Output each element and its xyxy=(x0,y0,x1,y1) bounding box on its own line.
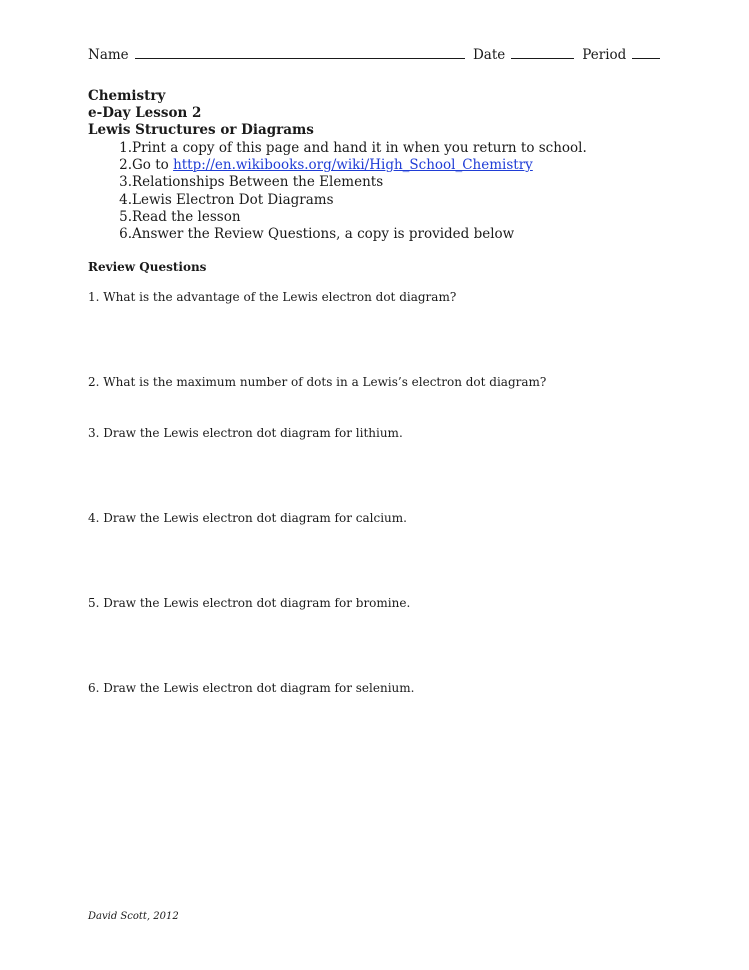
step-text: Relationships Between the Elements xyxy=(132,174,384,191)
step-number: 1. xyxy=(119,140,132,156)
step-text-prefix: Go to xyxy=(132,157,174,174)
review-question: 2. What is the maximum number of dots in a Lewis’s electron dot diagram? xyxy=(88,375,547,389)
step-text: Print a copy of this page and hand it in when you return to school. xyxy=(132,140,587,156)
step-item xyxy=(88,226,587,243)
name-blank xyxy=(135,44,465,59)
date-blank xyxy=(511,44,574,59)
step-number: 4. xyxy=(119,191,132,208)
instruction-steps xyxy=(88,140,587,243)
step-item xyxy=(88,174,587,191)
step-text xyxy=(132,157,533,174)
step-item xyxy=(88,209,587,226)
lesson-title: e-Day Lesson 2 xyxy=(88,105,202,122)
review-question: 5. Draw the Lewis electron dot diagram for bromine. xyxy=(88,596,411,610)
name-label: Name xyxy=(88,47,129,63)
lesson-heading xyxy=(88,88,314,140)
step-text: Answer the Review Questions, a copy is provided below xyxy=(132,226,515,243)
review-question: 1. What is the advantage of the Lewis electron dot diagram? xyxy=(88,290,457,304)
step-number: 3. xyxy=(119,174,132,191)
step-number: 6. xyxy=(119,226,132,243)
step-number: 5. xyxy=(119,208,132,225)
period-label: Period xyxy=(582,47,627,63)
period-blank xyxy=(632,44,660,59)
review-question: 6. Draw the Lewis electron dot diagram for selenium. xyxy=(88,681,415,695)
step-item xyxy=(88,157,587,174)
date-label: Date xyxy=(472,47,506,63)
subject-title: Chemistry xyxy=(88,88,166,104)
step-text: Lewis Electron Dot Diagrams xyxy=(132,191,334,208)
student-info-line xyxy=(88,44,660,63)
review-question: 4. Draw the Lewis electron dot diagram for calcium. xyxy=(88,511,407,525)
step-text: Read the lesson xyxy=(132,208,241,225)
wikibooks-link[interactable]: http://en.wikibooks.org/wiki/High_School_Chemistry xyxy=(173,157,533,174)
step-item xyxy=(88,140,587,157)
review-question: 3. Draw the Lewis electron dot diagram for lithium. xyxy=(88,426,403,440)
review-questions-title: Review Questions xyxy=(88,260,207,274)
step-number: 2. xyxy=(119,157,132,174)
step-item xyxy=(88,192,587,209)
topic-title: Lewis Structures or Diagrams xyxy=(88,122,314,139)
author-footer: David Scott, 2012 xyxy=(88,911,179,922)
